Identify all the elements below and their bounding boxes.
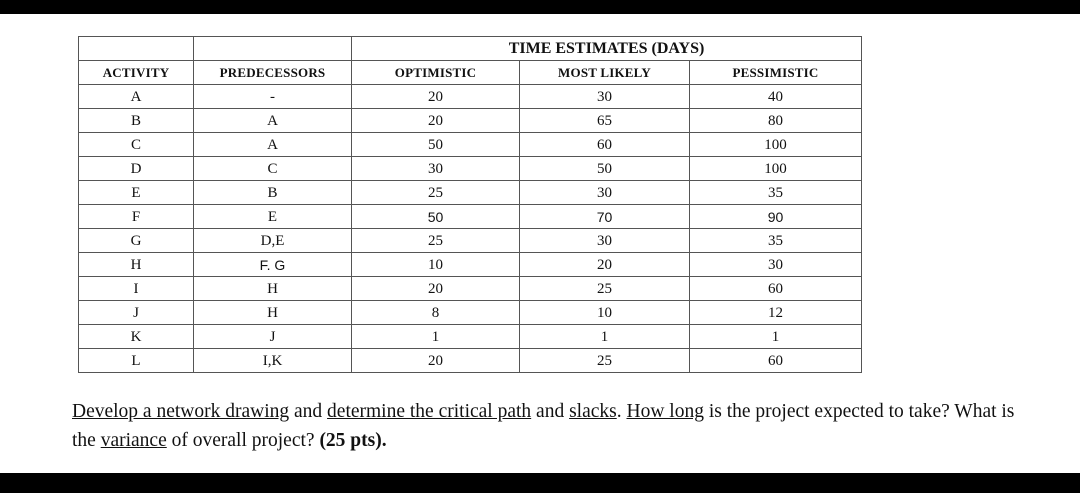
cell-pessimistic: 100 <box>690 157 862 181</box>
cell-optimistic: 20 <box>352 109 520 133</box>
cell-predecessors: A <box>194 109 352 133</box>
cell-pessimistic: 80 <box>690 109 862 133</box>
cell-most-likely: 25 <box>520 349 690 373</box>
cell-optimistic: 25 <box>352 229 520 253</box>
blank-header-cell <box>194 37 352 61</box>
table-row <box>79 301 862 325</box>
cell-activity: D <box>79 157 194 181</box>
question-underlined: Develop a network drawing <box>72 401 290 422</box>
cell-predecessors: I,K <box>194 349 352 373</box>
cell-optimistic: 50 <box>352 205 520 229</box>
question-underlined: slacks <box>569 401 617 422</box>
cell-optimistic: 20 <box>352 85 520 109</box>
time-estimates-table <box>78 36 862 373</box>
cell-activity: A <box>79 85 194 109</box>
column-header-predecessors: PREDECESSORS <box>194 61 352 85</box>
table-row <box>79 85 862 109</box>
cell-optimistic: 30 <box>352 157 520 181</box>
cell-predecessors: B <box>194 181 352 205</box>
cell-predecessors: H <box>194 277 352 301</box>
blank-header-cell <box>79 37 194 61</box>
cell-activity: H <box>79 253 194 277</box>
table-row <box>79 133 862 157</box>
cell-predecessors: H <box>194 301 352 325</box>
document-page <box>0 14 1080 473</box>
cell-most-likely: 30 <box>520 229 690 253</box>
table-row <box>79 277 862 301</box>
cell-optimistic: 20 <box>352 277 520 301</box>
question-underlined: How long <box>626 401 704 422</box>
cell-optimistic: 8 <box>352 301 520 325</box>
cell-optimistic: 50 <box>352 133 520 157</box>
column-header-activity: ACTIVITY <box>79 61 194 85</box>
cell-activity: L <box>79 349 194 373</box>
question-text-segment: and <box>531 401 570 422</box>
cell-most-likely: 30 <box>520 181 690 205</box>
cell-pessimistic: 12 <box>690 301 862 325</box>
cell-pessimistic: 60 <box>690 349 862 373</box>
cell-predecessors: C <box>194 157 352 181</box>
cell-pessimistic: 1 <box>690 325 862 349</box>
cell-pessimistic: 60 <box>690 277 862 301</box>
cell-optimistic: 1 <box>352 325 520 349</box>
table-row <box>79 181 862 205</box>
cell-activity: K <box>79 325 194 349</box>
cell-optimistic: 20 <box>352 349 520 373</box>
table-row <box>79 205 862 229</box>
cell-optimistic: 10 <box>352 253 520 277</box>
question-underlined: determine the critical path <box>327 401 532 422</box>
cell-activity: F <box>79 205 194 229</box>
column-header-pessimistic: PESSIMISTIC <box>690 61 862 85</box>
cell-optimistic: 25 <box>352 181 520 205</box>
table-row <box>79 253 862 277</box>
question-text-segment: . <box>616 401 627 422</box>
cell-activity: I <box>79 277 194 301</box>
column-header-optimistic: OPTIMISTIC <box>352 61 520 85</box>
cell-pessimistic: 35 <box>690 181 862 205</box>
cell-activity: J <box>79 301 194 325</box>
cell-predecessors: J <box>194 325 352 349</box>
table-row <box>79 349 862 373</box>
cell-activity: B <box>79 109 194 133</box>
time-estimates-header: TIME ESTIMATES (DAYS) <box>352 37 862 61</box>
cell-most-likely: 30 <box>520 85 690 109</box>
cell-most-likely: 65 <box>520 109 690 133</box>
table-row <box>79 325 862 349</box>
cell-pessimistic: 30 <box>690 253 862 277</box>
cell-activity: E <box>79 181 194 205</box>
table-row <box>79 109 862 133</box>
question-text-segment: is the project expected to take? What is the <box>72 401 1015 451</box>
question-text-segment: of overall project? <box>166 430 320 451</box>
cell-most-likely: 25 <box>520 277 690 301</box>
cell-activity: G <box>79 229 194 253</box>
cell-most-likely: 50 <box>520 157 690 181</box>
cell-pessimistic: 90 <box>690 205 862 229</box>
cell-predecessors: E <box>194 205 352 229</box>
cell-predecessors: - <box>194 85 352 109</box>
table-row <box>79 229 862 253</box>
cell-most-likely: 1 <box>520 325 690 349</box>
table-row <box>79 157 862 181</box>
cell-pessimistic: 100 <box>690 133 862 157</box>
question-underlined: variance <box>100 430 167 451</box>
cell-most-likely: 20 <box>520 253 690 277</box>
question-points: (25 pts). <box>319 430 387 451</box>
cell-activity: C <box>79 133 194 157</box>
cell-pessimistic: 35 <box>690 229 862 253</box>
question-text-segment: and <box>289 401 328 422</box>
cell-predecessors: A <box>194 133 352 157</box>
cell-most-likely: 10 <box>520 301 690 325</box>
cell-most-likely: 60 <box>520 133 690 157</box>
column-header-most-likely: MOST LIKELY <box>520 61 690 85</box>
question-text <box>72 397 1032 455</box>
cell-predecessors: F. G <box>194 253 352 277</box>
cell-pessimistic: 40 <box>690 85 862 109</box>
cell-predecessors: D,E <box>194 229 352 253</box>
cell-most-likely: 70 <box>520 205 690 229</box>
